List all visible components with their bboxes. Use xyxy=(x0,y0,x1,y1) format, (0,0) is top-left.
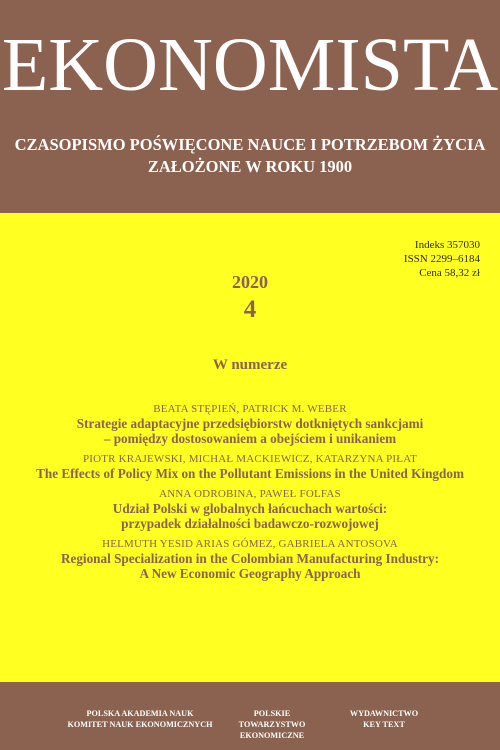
article-title: – pomiędzy dostosowaniem a obejściem i unikaniem xyxy=(103,431,397,446)
article-title: The Effects of Policy Mix on the Pollutant Emissions in the United Kingdom xyxy=(36,466,464,481)
masthead-subtitle xyxy=(0,134,500,178)
publisher-pte xyxy=(222,708,322,741)
footer-band xyxy=(0,682,500,750)
article-authors: ANNA ODROBINA, PAWEŁ FOLFAS xyxy=(159,488,341,500)
article-title: A New Economic Geography Approach xyxy=(139,566,361,581)
article-title: Regional Specialization in the Colombian Manufacturing Industry: xyxy=(60,551,440,566)
publisher-line: POLSKIE TOWARZYSTWO xyxy=(238,709,306,729)
publisher-line: KOMITET NAUK EKONOMICZNYCH xyxy=(67,720,213,729)
publisher-line: KEY TEXT xyxy=(363,720,405,729)
header-band xyxy=(0,0,500,213)
article-authors: PIOTR KRAJEWSKI, MICHAŁ MACKIEWICZ, KATARZYNA PIŁAT xyxy=(82,453,418,465)
article-title: Udział Polski w globalnych łańcuchach wartości: xyxy=(112,501,388,516)
issue-year: 2020 xyxy=(232,272,268,292)
publisher-line: POLSKA AKADEMIA NAUK xyxy=(86,709,194,718)
publisher-line: EKONOMICZNE xyxy=(239,731,305,740)
article-entry xyxy=(0,452,500,481)
article-title: przypadek działalności badawczo-rozwojowej xyxy=(121,516,379,531)
price: Cena 58,32 zł xyxy=(419,267,480,279)
index-number: Indeks 357030 xyxy=(414,239,480,251)
article-authors: HELMUTH YESID ARIAS GÓMEZ, GABRIELA ANTOSOVA xyxy=(102,538,398,550)
article-authors: BEATA STĘPIEŃ, PATRICK M. WEBER xyxy=(153,403,347,415)
article-entry xyxy=(0,537,500,581)
article-title: Strategie adaptacyjne przedsiębiorstw dotkniętych sankcjami xyxy=(76,416,424,431)
issue-number: 4 xyxy=(243,296,257,323)
subtitle-line: ZAŁOŻONE W ROKU 1900 xyxy=(147,157,353,176)
article-entry xyxy=(0,487,500,531)
publisher-pan xyxy=(60,708,220,730)
masthead-title: EKONOMISTA xyxy=(1,23,499,107)
contents-heading: W numerze xyxy=(212,357,288,373)
publisher-line: WYDAWNICTWO xyxy=(349,709,419,718)
issn: ISSN 2299–6184 xyxy=(403,253,480,265)
subtitle-line: CZASOPISMO POŚWIĘCONE NAUCE I POTRZEBOM ŻYCIA xyxy=(14,135,486,154)
article-list xyxy=(0,402,500,587)
article-entry xyxy=(0,402,500,446)
publisher-keytext xyxy=(334,708,434,730)
